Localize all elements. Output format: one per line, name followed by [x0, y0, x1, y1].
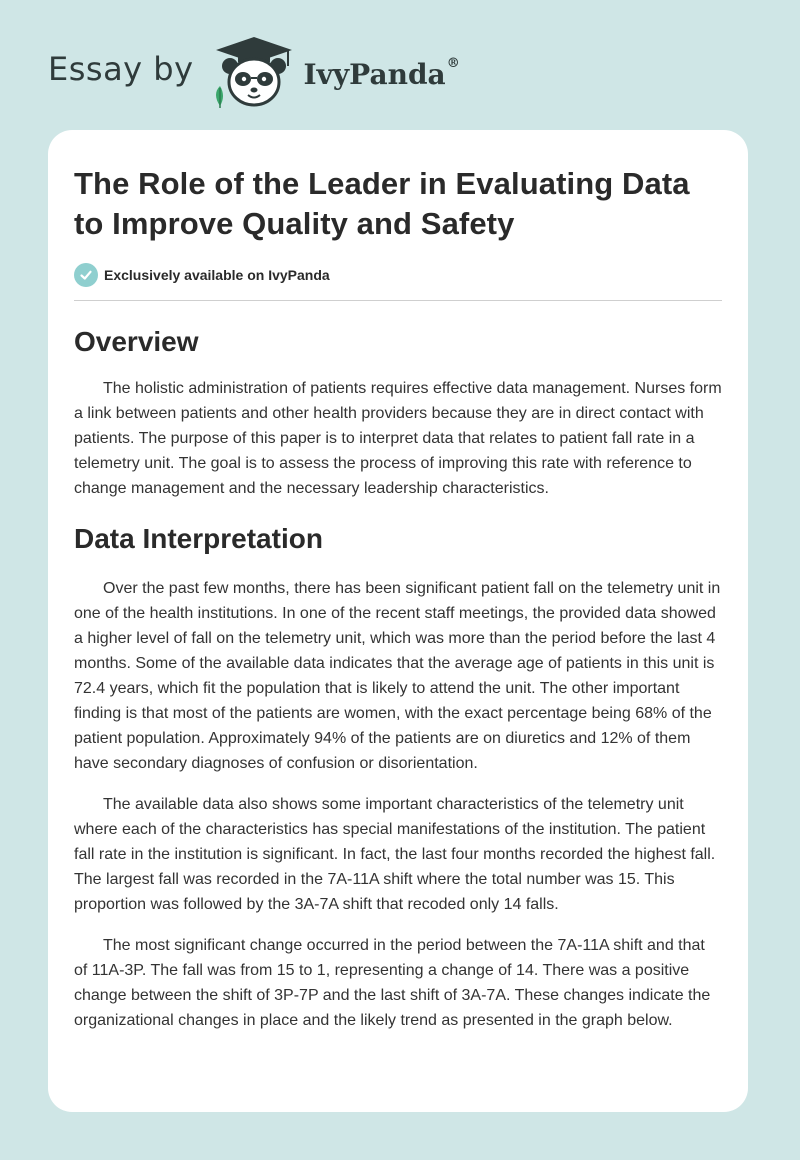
exclusive-badge — [74, 263, 722, 287]
page-title: The Role of the Leader in Evaluating Data to Improve Quality and Safety — [74, 166, 690, 241]
brand-header[interactable] — [48, 34, 460, 110]
paragraph: The most significant change occurred in the period between the 7A-11A shift and that of 11A-3P. The fall was from 15 to 1, representing a change of 14. There was a positive change between the shift of 3P-7P and the last shift of 3A-7A. These changes indicate the organizational changes in place and the likely trend as presented in the graph below. — [74, 937, 711, 1029]
brand-name: IvyPanda® — [303, 55, 460, 91]
check-icon — [74, 263, 98, 287]
paragraph: The available data also shows some important characteristics of the telemetry unit where each of the characteristics has special manifestations of the institution. The patient fall rate in the institution is significant. In fact, the last four months recorded the highest fall. The largest fall was recorded in the 7A-11A shift where the total number was 15. This proportion was followed by the 3A-7A shift that recoded only 14 falls. — [74, 796, 716, 913]
section-heading-overview: Overview — [74, 326, 199, 357]
exclusive-badge-label: Exclusively available on IvyPanda — [104, 267, 330, 283]
panda-logo-icon — [208, 34, 300, 110]
paragraph: Over the past few months, there has been significant patient fall on the telemetry unit in one of the health institutions. In one of the recent staff meetings, the provided data showed a higher level of fall on the telemetry unit, which was more than the period before the last 4 months. Some of the available data indicates that the average age of patients in this unit is 72.4 years, which fit the population that is likely to attend the unit. The other important finding is that most of the patients are women, with the exact percentage being 68% of the patient population. Approximately 94% of the patients are on diuretics and 12% of them have secondary diagnoses of confusion or disorientation. — [74, 580, 721, 772]
divider — [74, 300, 722, 301]
section-heading-data-interpretation: Data Interpretation — [74, 523, 323, 554]
brand-prefix: Essay by — [48, 50, 194, 88]
article-card — [48, 130, 748, 1112]
paragraph: The holistic administration of patients requires effective data management. Nurses form a link between patients and other health providers because they are in direct contact with patients. The purpose of this paper is to interpret data that relates to patient fall rate in a telemetry unit. The goal is to assess the process of improving this rate with reference to change management and the necessary leadership characteristics. — [74, 380, 722, 497]
